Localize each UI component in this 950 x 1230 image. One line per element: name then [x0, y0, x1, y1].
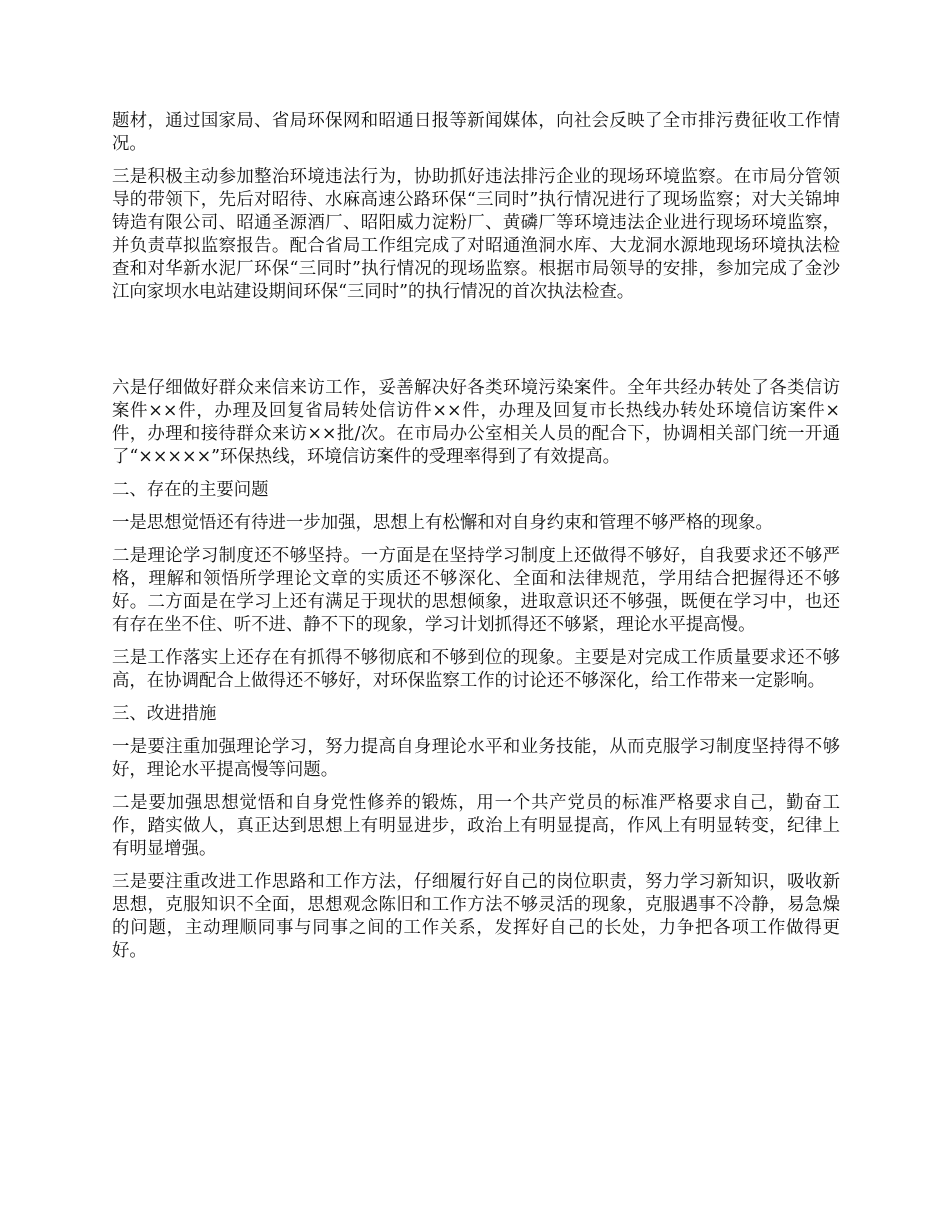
section-gap — [112, 314, 840, 377]
paragraph-measure-1: 一是要注重加强理论学习，努力提高自身理论水平和业务技能，从而克服学习制度坚持得不够好，理论水平提高慢等问题。 — [112, 737, 840, 780]
paragraph-problem-3: 三是工作落实上还存在有抓得不够彻底和不够到位的现象。主要是对完成工作质量要求还不够高，在协调配合上做得还不够好，对环保监察工作的讨论还不够深化，给工作带来一定影响。 — [112, 648, 840, 691]
paragraph-measure-3: 三是要注重改进工作思路和工作方法，仔细履行好自己的岗位职责，努力学习新知识，吸收新思想，克服知识不全面，思想观念陈旧和工作方法不够灵活的现象，克服遇事不冷静，易急燥的问题，主动理顺同事与同事之间的工作关系，发挥好自己的长处，力争把各项工作做得更好。 — [112, 872, 840, 961]
document-page — [112, 110, 840, 973]
paragraph-measure-2: 二是要加强思想觉悟和自身党性修养的锻炼，用一个共产党员的标准严格要求自己，勤奋工作，踏实做人，真正达到思想上有明显进步，政治上有明显提高，作风上有明显转变，纪律上有明显增强。 — [112, 793, 840, 859]
paragraph-petitions: 六是仔细做好群众来信来访工作，妥善解决好各类环境污染案件。全年共经办转处了各类信访案件××件，办理及回复省局转处信访件××件，办理及回复市长热线办转处环境信访案件×件，办理和接待群众来访××批/次。在市局办公室相关人员的配合下，协调相关部门统一开通了“×××××”环保热线，环境信访案件的受理率得到了有效提高。 — [112, 378, 840, 467]
paragraph-problem-1: 一是思想觉悟还有待进一步加强，思想上有松懈和对自身约束和管理不够严格的现象。 — [112, 513, 773, 533]
heading-improvement-measures: 三、改进措施 — [112, 704, 217, 724]
paragraph-environmental-inspection: 三是积极主动参加整治环境违法行为，协助抓好违法排污企业的现场环境监察。在市局分管领导的带领下，先后对昭待、水麻高速公路环保“三同时”执行情况进行了现场监察；对大关锦坤铸造有限公司、昭通圣源酒厂、昭阳威力淀粉厂、黄磷厂等环境违法企业进行现场环境监察，并负责草拟监察报告。配合省局工作组完成了对昭通渔洞水库、大龙洞水源地现场环境执法检查和对华新水泥厂环保“三同时”执行情况的现场监察。根据市局领导的安排，参加完成了金沙江向家坝水电站建设期间环保“三同时”的执行情况的首次执法检查。 — [112, 167, 840, 302]
paragraph-publicity: 题材，通过国家局、省局环保网和昭通日报等新闻媒体，向社会反映了全市排污费征收工作情况。 — [112, 111, 840, 154]
paragraph-problem-2: 二是理论学习制度还不够坚持。一方面是在坚持学习制度上还做得不够好，自我要求还不够严格，理解和领悟所学理论文章的实质还不够深化、全面和法律规范，学用结合把握得还不够好。二方面是在学习上还有满足于现状的思想倾象，进取意识还不够强，既便在学习中，也还有存在坐不住、听不进、静不下的现象，学习计划抓得还不够紧，理论水平提高慢。 — [112, 546, 840, 635]
heading-main-problems: 二、存在的主要问题 — [112, 480, 269, 500]
